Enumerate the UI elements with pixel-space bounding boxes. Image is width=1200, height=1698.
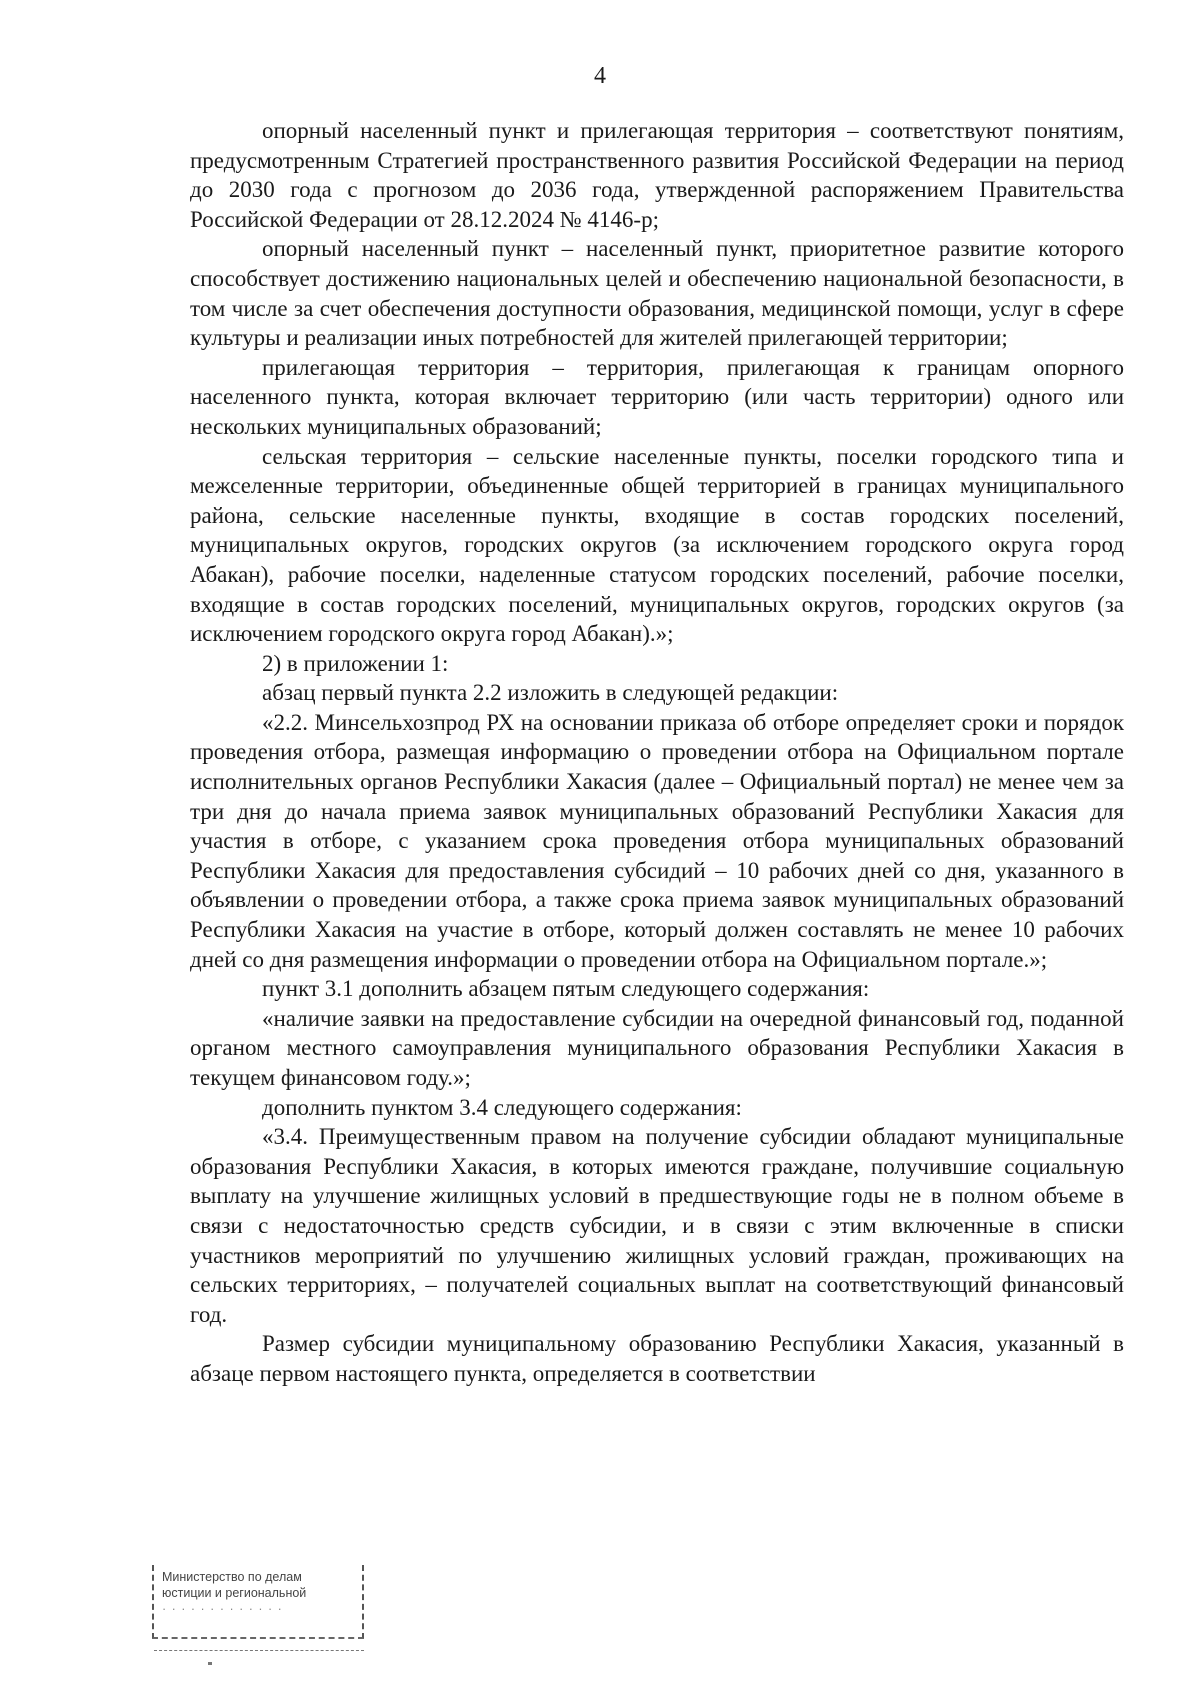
paragraph-definition-adjacent-territory: прилегающая территория – территория, прилегающая к границам опорного населенного пункта, которая включает территорию (или часть территории) одного или нескольких муниципальных образований;: [190, 354, 1124, 439]
registration-stamp: [152, 1565, 364, 1639]
paragraph-definition-core-settlement-and-territory: опорный населенный пункт и прилегающая территория – соответствуют понятиям, предусмотренным Стратегией пространственного развития Российской Федерации на период до 2030 года с прогнозом до 2036 года, утвержденной распоряжением Правительства Российской Федерации от 28.12.2024 № 4146-р;: [190, 118, 1124, 232]
paragraph-definition-core-settlement: опорный населенный пункт – населенный пункт, приоритетное развитие которого способствует достижению национальных целей и обеспечению национальной безопасности, в том числе за счет обеспечения доступности образования, медицинской помощи, услуг в сфере культуры и реализации иных потребностей для жителей прилегающей территории;: [190, 236, 1124, 351]
stamp-illegible-line: · · · · · · · · · · · · ·: [162, 1602, 283, 1616]
paragraph-appendix-1: 2) в приложении 1:: [262, 650, 449, 676]
stamp-line-1: Министерство по делам: [162, 1570, 302, 1584]
paragraph-clause-3-1-addition: «наличие заявки на предоставление субсидии на очередной финансовый год, поданной органом местного самоуправления муниципального образования Республики Хакасия в текущем финансовом году.»;: [190, 1005, 1124, 1090]
document-body: [190, 116, 1124, 1389]
stamp-mark: [208, 1662, 212, 1665]
paragraph-subsidy-amount: Размер субсидии муниципальному образованию Республики Хакасия, указанный в абзаце первом настоящего пункта, определяется в соответствии: [190, 1331, 1124, 1386]
stamp-line-2: юстиции и региональной: [162, 1586, 307, 1600]
paragraph-amend-3-1: пункт 3.1 дополнить абзацем пятым следующего содержания:: [262, 976, 870, 1002]
page-number: 4: [594, 63, 606, 89]
paragraph-definition-rural-territory: сельская территория – сельские населенные пункты, поселки городского типа и межселенные территории, объединенные общей территорией в границах муниципального района, сельские населенные пункты, входящие в состав городских поселений, муниципальных округов, городских округов (за исключением городского округа город Абакан), рабочие поселки, наделенные статусом городских поселений, рабочие поселки, входящие в состав городских поселений, муниципальных округов, городских округов (за исключением городского округа город Абакан).»;: [190, 443, 1124, 647]
paragraph-clause-2-2: «2.2. Минсельхозпрод РХ на основании приказа об отборе определяет сроки и порядок проведения отбора, размещая информацию о проведении отбора на Официальном портале исполнительных органов Республики Хакасия (далее – Официальный портал) не менее чем за три дня до начала приема заявок муниципальных образований Республики Хакасия для участия в отборе, с указанием срока проведения отбора муниципальных образований Республики Хакасия для предоставления субсидий – 10 рабочих дней со дня, указанного в объявлении о проведении отбора, а также срока приема заявок муниципальных образований Республики Хакасия на участие в отборе, который должен составлять не менее 10 рабочих дней со дня размещения информации о проведении отбора на Официальном портале.»;: [190, 709, 1124, 972]
paragraph-amend-2-2: абзац первый пункта 2.2 изложить в следующей редакции:: [262, 680, 839, 706]
paragraph-amend-3-4: дополнить пунктом 3.4 следующего содержания:: [262, 1094, 742, 1120]
paragraph-clause-3-4: «3.4. Преимущественным правом на получение субсидии обладают муниципальные образования Республики Хакасия, в которых имеются граждане, получившие социальную выплату на улучшение жилищных условий в предшествующие годы не в полном объеме в связи с недостаточностью средств субсидии, и в связи с этим включенные в списки участников мероприятий по улучшению жилищных условий граждан, проживающих на сельских территориях, – получателей социальных выплат на соответствующий финансовый год.: [190, 1124, 1124, 1327]
stamp-divider: [154, 1650, 364, 1651]
